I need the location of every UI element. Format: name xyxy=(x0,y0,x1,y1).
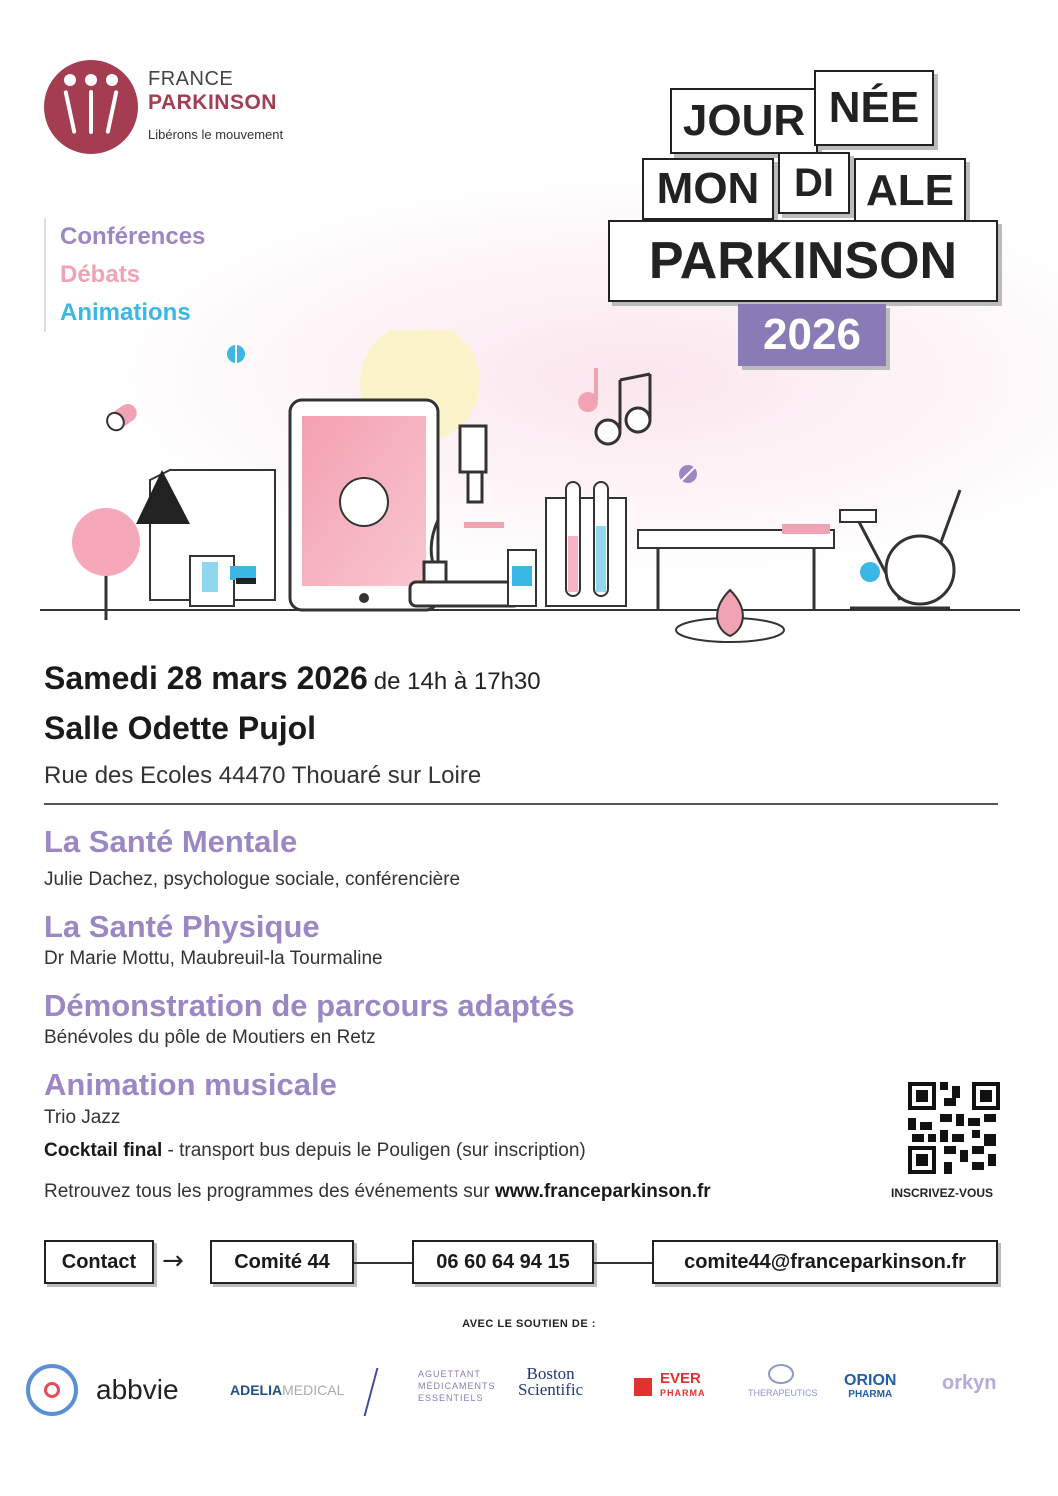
email-box[interactable]: comite44@franceparkinson.fr xyxy=(652,1240,998,1284)
tag-animations: Animations xyxy=(60,299,191,326)
ever-logo-icon xyxy=(634,1378,652,1396)
program-subtitle-1: Julie Dachez, psychologue sociale, conférencière xyxy=(44,869,461,890)
logo-parkinson: PARKINSON xyxy=(148,91,277,114)
title-jour: JOUR xyxy=(670,88,818,154)
tag-debats: Débats xyxy=(60,261,141,288)
sponsor-aguettant-3: ESSENTIELS xyxy=(418,1393,484,1403)
sponsor-aguettant-1: AGUETTANT xyxy=(418,1369,481,1379)
sponsor-aguettant-2: MÉDICAMENTS xyxy=(418,1381,496,1391)
event-venue: Salle Odette Pujol xyxy=(44,710,317,746)
logo-tagline: Libérons le mouvement xyxy=(148,127,284,142)
aguettant-logo-icon xyxy=(364,1368,407,1416)
connector-line xyxy=(354,1262,412,1264)
contact-label: Contact xyxy=(44,1240,154,1284)
event-date: Samedi 28 mars 2026 xyxy=(44,660,368,696)
phone-box[interactable]: 06 60 64 94 15 xyxy=(412,1240,594,1284)
sponsor-badge-icon xyxy=(26,1364,78,1416)
event-time: de 14h à 17h30 xyxy=(373,668,541,695)
sponsor-ever xyxy=(660,1372,706,1400)
music-note-icon xyxy=(596,374,650,444)
sponsor-adelia-2: MEDICAL xyxy=(282,1382,345,1398)
sponsor-aguettant xyxy=(418,1368,496,1404)
support-heading: AVEC LE SOUTIEN DE : xyxy=(462,1318,596,1330)
programs-text: Retrouvez tous les programmes des événements sur xyxy=(44,1181,495,1202)
tag-conferences: Conférences xyxy=(60,223,206,250)
divider xyxy=(44,803,998,805)
sponsor-logos xyxy=(20,1356,1040,1426)
france-parkinson-logo xyxy=(44,60,283,154)
title-ale: ALE xyxy=(854,158,966,224)
title-year: 2026 xyxy=(738,304,886,366)
title-mon: MON xyxy=(642,158,774,220)
logo-mark-icon xyxy=(44,60,138,154)
sponsor-merz: THERAPEUTICS xyxy=(748,1388,818,1398)
sponsor-orion-2: PHARMA xyxy=(848,1389,893,1400)
program-title-1: La Santé Mentale xyxy=(44,824,298,859)
program-subtitle-4: Trio Jazz xyxy=(44,1107,121,1128)
committee-box: Comité 44 xyxy=(210,1240,354,1284)
cocktail-line xyxy=(44,1140,586,1162)
pill-icon xyxy=(104,400,141,433)
sponsor-boston xyxy=(518,1366,583,1398)
qr-code-icon[interactable] xyxy=(908,1082,1000,1174)
sponsor-abbvie: abbvie xyxy=(96,1374,179,1405)
sponsor-boston-2: Scientific xyxy=(518,1380,584,1399)
title-nee: NÉE xyxy=(814,70,934,146)
program-subtitle-3: Bénévoles du pôle de Moutiers en Retz xyxy=(44,1027,376,1048)
sponsor-orion xyxy=(844,1374,896,1402)
sponsor-adelia xyxy=(230,1382,344,1398)
event-date-line xyxy=(44,660,541,697)
program-subtitle-2: Dr Marie Mottu, Maubreuil-la Tourmaline xyxy=(44,948,383,969)
title-di: DI xyxy=(778,152,850,214)
health-illustration xyxy=(40,330,1020,660)
logo-france: FRANCE xyxy=(148,68,234,90)
sponsor-ever-2: PHARMA xyxy=(660,1388,706,1398)
merz-logo-icon xyxy=(768,1364,794,1384)
event-address: Rue des Ecoles 44470 Thouaré sur Loire xyxy=(44,762,482,789)
sponsor-orkyn: orkyn xyxy=(942,1372,997,1394)
programs-line xyxy=(44,1181,711,1203)
sponsor-ever-1: EVER xyxy=(660,1370,701,1387)
sponsor-adelia-1: ADELIA xyxy=(230,1382,283,1398)
sponsor-orion-1: ORION xyxy=(844,1372,897,1389)
program-title-4: Animation musicale xyxy=(44,1067,337,1102)
arrow-right-icon: → xyxy=(162,1246,184,1276)
program-title-2: La Santé Physique xyxy=(44,909,320,944)
website-link[interactable]: www.franceparkinson.fr xyxy=(494,1181,711,1202)
sponsor-boston-1: Boston xyxy=(526,1364,575,1383)
event-tags xyxy=(44,218,205,332)
cocktail-bold: Cocktail final xyxy=(44,1140,163,1161)
connector-line xyxy=(594,1262,652,1264)
cocktail-text: - transport bus depuis le Pouligen (sur inscription) xyxy=(162,1140,586,1161)
program-title-3: Démonstration de parcours adaptés xyxy=(44,988,575,1023)
title-parkinson: PARKINSON xyxy=(608,220,998,302)
qr-label: INSCRIVEZ-VOUS xyxy=(890,1186,993,1200)
